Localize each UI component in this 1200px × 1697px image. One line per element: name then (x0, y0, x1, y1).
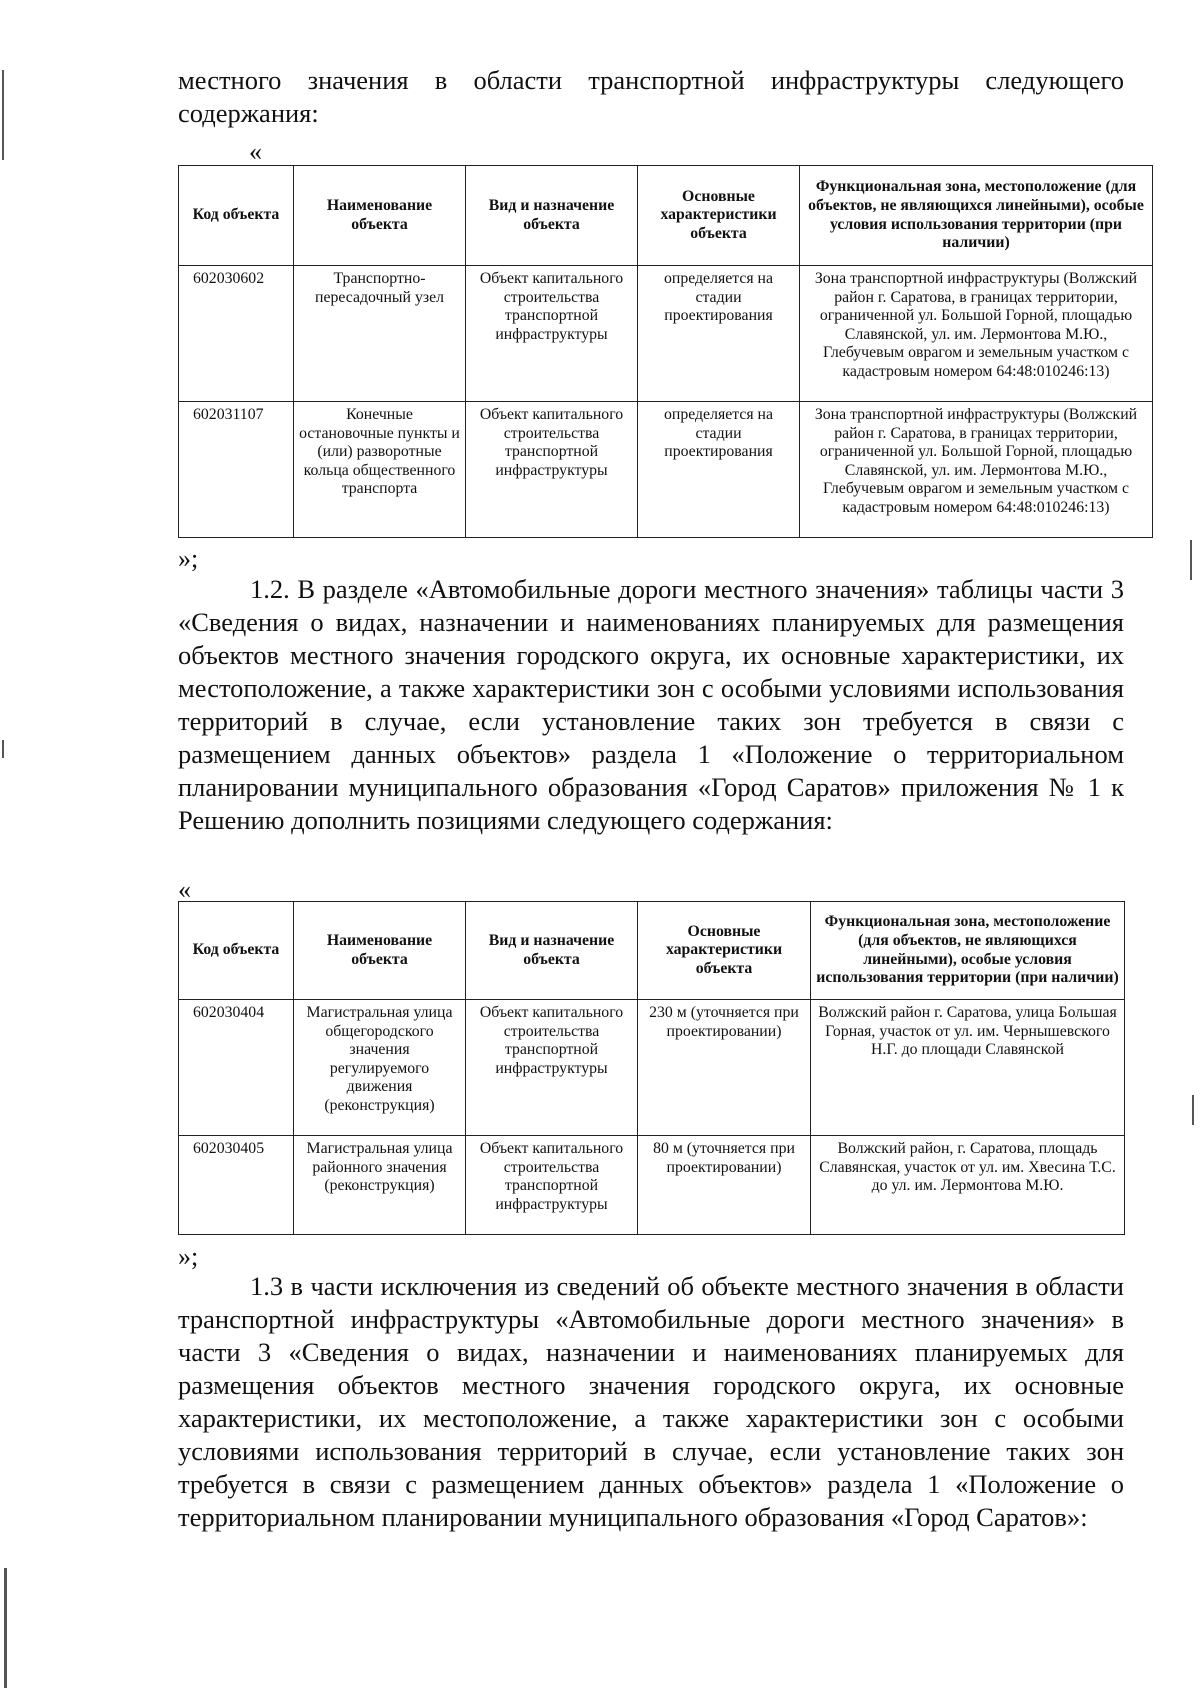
header-characteristics: Основные характеристики объекта (638, 166, 800, 266)
opening-quote-1: « (249, 137, 262, 166)
cell-kind: Объект капитального строительства транспортной инфраструктуры (466, 1136, 638, 1235)
header-name: Наименование объекта (294, 902, 466, 1000)
header-characteristics: Основные характеристики объекта (638, 902, 811, 1000)
cell-characteristics: определяется на стадии проектирования (638, 402, 800, 538)
cell-kind: Объект капитального строительства транспортной инфраструктуры (466, 1000, 638, 1136)
header-code: Код объекта (179, 902, 294, 1000)
scan-edge-mark-left (4, 1568, 7, 1688)
objects-table-2 (178, 901, 1125, 1235)
cell-code: 602030404 (179, 1000, 294, 1136)
header-kind: Вид и назначение объекта (466, 166, 638, 266)
cell-kind: Объект капитального строительства транспортной инфраструктуры (466, 402, 638, 538)
cell-kind: Объект капитального строительства транспортной инфраструктуры (466, 266, 638, 402)
header-code: Код объекта (179, 166, 294, 266)
table-row (179, 1000, 1125, 1136)
scan-edge-mark-left (2, 740, 4, 758)
scan-edge-mark-right (1190, 540, 1192, 580)
cell-code: 602030602 (179, 266, 294, 402)
scan-edge-mark-left (2, 70, 4, 160)
table-row (179, 266, 1153, 402)
cell-zone: Зона транспортной инфраструктуры (Волжский район г. Саратова, в границах территории, ограниченной ул. Большой Горной, площадью Славянской, ул. им. Лермонтова М.Ю., Глебучевым оврагом и земельным участком с кадастровым номером 64:48:010246:13) (800, 266, 1153, 402)
header-kind: Вид и назначение объекта (466, 902, 638, 1000)
cell-zone: Волжский район, г. Саратова, площадь Славянская, участок от ул. им. Хвесина Т.С. до ул. им. Лермонтова М.Ю. (811, 1136, 1125, 1235)
closing-quote-2: »; (178, 1242, 199, 1271)
table-1-header-row (179, 166, 1153, 266)
cell-code: 602030405 (179, 1136, 294, 1235)
intro-paragraph: местного значения в области транспортной инфраструктуры следующего содержания: (178, 65, 1124, 128)
cell-name: Транспортно-пересадочный узел (294, 266, 466, 402)
cell-zone: Волжский район г. Саратова, улица Большая Горная, участок от ул. им. Чернышевского Н.Г. до площади Славянской (811, 1000, 1125, 1136)
paragraph-1-3: 1.3 в части исключения из сведений об объекте местного значения в области транспортной инфраструктуры «Автомобильные дороги местного значения» в части 3 «Сведения о видах, назначении и наименованиях планируемых для размещения объектов местного значения городского округа, их основные характеристики, их местоположение, а также характеристики зон с особыми условиями использования территорий в случае, если установление таких зон требуется в связи с размещением данных объектов» раздела 1 «Положение о территориальном планировании муниципального образования «Город Саратов»: (178, 1271, 1124, 1532)
cell-name: Магистральная улица районного значения (реконструкция) (294, 1136, 466, 1235)
cell-code: 602031107 (179, 402, 294, 538)
table-row (179, 1136, 1125, 1235)
objects-table-1 (178, 165, 1153, 538)
closing-quote-1: »; (178, 544, 199, 573)
cell-zone: Зона транспортной инфраструктуры (Волжский район г. Саратова, в границах территории, ограниченной ул. Большой Горной, площадью Славянской, ул. им. Лермонтова М.Ю., Глебучевым оврагом и земельным участком с кадастровым номером 64:48:010246:13) (800, 402, 1153, 538)
opening-quote-2: « (178, 875, 191, 904)
cell-characteristics: 230 м (уточняется при проектировании) (638, 1000, 811, 1136)
cell-characteristics: 80 м (уточняется при проектировании) (638, 1136, 811, 1235)
header-zone: Функциональная зона, местоположение (для объектов, не являющихся линейными), особые условия использования территории (при наличии) (811, 902, 1125, 1000)
paragraph-1-2: 1.2. В разделе «Автомобильные дороги местного значения» таблицы части 3 «Сведения о видах, назначении и наименованиях планируемых для размещения объектов местного значения городского округа, их основные характеристики, их местоположение, а также характеристики зон с особыми условиями использования территорий в случае, если установление таких зон требуется в связи с размещением данных объектов» раздела 1 «Положение о территориальном планировании муниципального образования «Город Саратов» приложения № 1 к Решению дополнить позициями следующего содержания: (178, 574, 1124, 835)
cell-name: Конечные остановочные пункты и (или) разворотные кольца общественного транспорта (294, 402, 466, 538)
header-name: Наименование объекта (294, 166, 466, 266)
table-row (179, 402, 1153, 538)
scan-edge-mark-right (1192, 1095, 1194, 1125)
cell-name: Магистральная улица общегородского значения регулируемого движения (реконструкция) (294, 1000, 466, 1136)
table-2-header-row (179, 902, 1125, 1000)
cell-characteristics: определяется на стадии проектирования (638, 266, 800, 402)
header-zone: Функциональная зона, местоположение (для объектов, не являющихся линейными), особые условия использования территории (при наличии) (800, 166, 1153, 266)
